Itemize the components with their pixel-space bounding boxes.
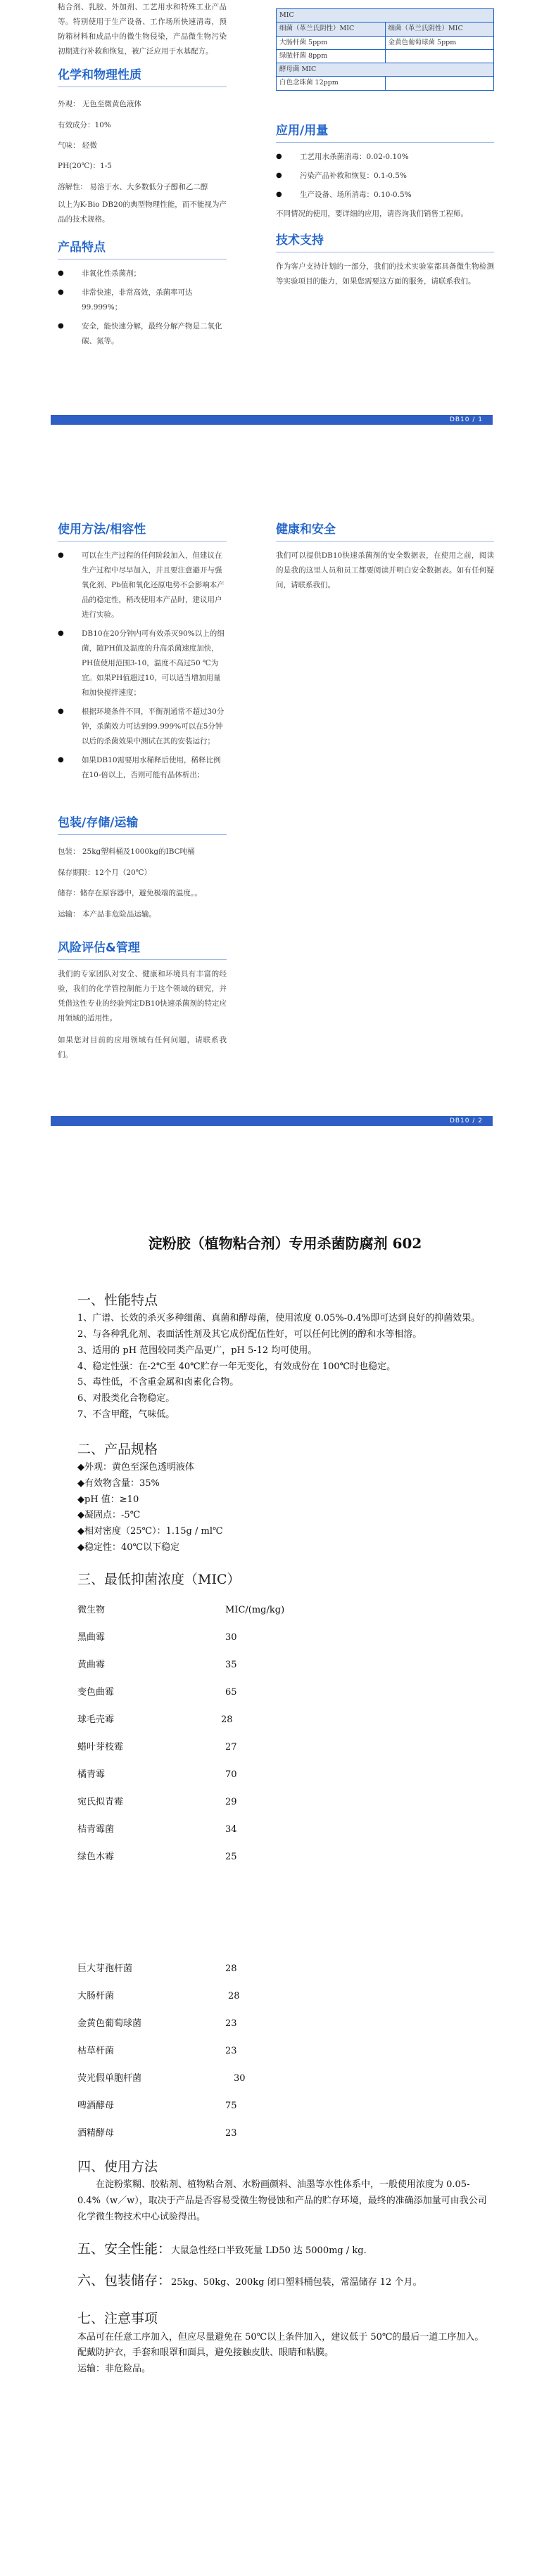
chem-section-title: 化学和物理性质 xyxy=(58,66,227,87)
feature-line: 4、稳定性强：在-2℃至 40℃贮存一年无变化，有效成份在 100℃时也稳定。 xyxy=(77,1361,396,1372)
mic-cell: 白色念珠菌 12ppm xyxy=(277,77,386,90)
tech-text: 作为客户支持计划的一部分，我们的技术实验室都具备微生物检测等实验项目的能力，如果您需要这方面的服务，请联系我们。 xyxy=(276,262,494,286)
mic-organism: 蜡叶芽枝霉 xyxy=(77,1742,124,1753)
pack-item: 储存：储存在原容器中，避免极端的温度。。 xyxy=(58,889,202,898)
chem-active: 有效成分：10% xyxy=(58,120,111,129)
mic-header-value: MIC/(mg/kg) xyxy=(225,1605,285,1616)
risk-text: 我们的专家团队对安全、健康和环境具有丰富的经验，我们的化学管控制能力于这个领域的研究，并凭借这性专业的经验判定DB10快速杀菌剂的特定应用领域的适用性。 xyxy=(58,970,227,1023)
compat-item: ● DB10在20分钟内可有效杀灭90%以上的细菌，随PH值及温度的升高杀菌速度加快，PH值使用范围3-10，温度不高过50 ℃为宜。如果PH值超过10，可以适当增加用量和加快搅拌速度； xyxy=(58,627,227,700)
safety-row xyxy=(77,2238,493,2260)
feature-line: 3、适用的 pH 范围较同类产品更广，pH 5-12 均可使用。 xyxy=(77,1345,317,1356)
section7-title: 七、注意事项 xyxy=(77,2311,158,2327)
mic-row xyxy=(77,2065,493,2093)
mic-value: 25 xyxy=(225,1852,237,1863)
compat-section-title: 使用方法/相容性 xyxy=(58,520,227,542)
mic-organism: 橘青霉 xyxy=(77,1769,106,1781)
usage-note: 不同情况的使用，要详细的应用，请咨询我们销售工程师。 xyxy=(276,209,468,218)
feature-line: 6、对股类化合物稳定。 xyxy=(77,1393,175,1404)
feature-item: ● 非氧化性杀菌剂； xyxy=(58,267,227,281)
mic-value: 27 xyxy=(225,1742,237,1753)
mic-row xyxy=(77,1816,493,1844)
mic-row xyxy=(77,1844,493,1871)
mic-cell: 细菌（革兰氏阴性）MIC xyxy=(385,23,494,36)
mic-row xyxy=(77,2120,493,2148)
mic-organism: 黑曲霉 xyxy=(77,1632,106,1643)
mic-row xyxy=(77,1679,493,1707)
feature-line: 7、不含甲醛，气味低。 xyxy=(77,1409,175,1420)
spec-line: ◆凝固点：-5℃ xyxy=(77,1510,141,1521)
mic-row xyxy=(77,2093,493,2120)
mic-table xyxy=(276,8,494,91)
mic-organism: 金黄色葡萄球菌 xyxy=(77,2018,142,2030)
mic-header-row xyxy=(77,1597,493,1625)
section2-title: 二、产品规格 xyxy=(77,1441,158,1457)
feature-line: 5、毒性低，不含重金属和卤素化合物。 xyxy=(77,1377,239,1388)
usage-item: ● 生产设备、场所消毒：0.10-0.5% xyxy=(276,188,494,203)
mic-cell xyxy=(385,49,494,63)
chem-appearance: 外观： 无色至微黄色液体 xyxy=(58,100,141,109)
risk-section-title: 风险评估&管理 xyxy=(58,939,227,960)
mic-organism: 绿色木霉 xyxy=(77,1852,115,1863)
mic-cell: 金黄色葡萄球菌 5ppm xyxy=(385,36,494,49)
table-gap xyxy=(77,1871,493,1956)
page1-left-column xyxy=(58,0,227,353)
feature-list xyxy=(58,267,227,349)
mic-value: 29 xyxy=(225,1797,237,1808)
mic-row xyxy=(77,2038,493,2065)
mic-organism: 黄曲霉 xyxy=(77,1660,106,1671)
usage-section-title: 应用/用量 xyxy=(276,122,494,143)
mic-value: 30 xyxy=(225,1632,237,1643)
mic-organism: 桔青霉菌 xyxy=(77,1824,115,1835)
mic-value: 28 xyxy=(225,1963,237,1975)
safety-value: 大鼠急性经口半致死量 LD50 达 5000mg / kg. xyxy=(171,2245,367,2256)
chem-ph: PH(20℃)：1-5 xyxy=(58,162,112,171)
page2-footer-bar xyxy=(51,1116,493,1126)
mic-value: 65 xyxy=(225,1687,237,1698)
spec-line: ◆有效物含量：35% xyxy=(77,1478,160,1489)
mic-row xyxy=(77,1789,493,1816)
pack-section-title: 包装/存储/运输 xyxy=(58,814,227,835)
mic-row xyxy=(77,2011,493,2038)
mic-organism: 变色曲霉 xyxy=(77,1687,115,1698)
pack-item: 保存期限：12个月（20℃） xyxy=(58,868,151,877)
mic-cell: 大肠杆菌 5ppm xyxy=(277,36,386,49)
usage-item: ● 污染产品补救和恢复：0.1-0.5% xyxy=(276,169,494,184)
mic-value: 23 xyxy=(225,2128,237,2139)
section4-title: 四、使用方法 xyxy=(77,2158,158,2174)
section3-title: 三、最低抑菌浓度（MIC） xyxy=(77,1571,241,1587)
feature-section-title: 产品特点 xyxy=(58,238,227,259)
spec-line: ◆pH 值：≥10 xyxy=(77,1494,139,1505)
mic-row xyxy=(77,1652,493,1679)
usage-text: 在淀粉浆糊、胶粘剂、植物粘合剂、水粉画颜料、油墨等水性体系中，一般使用浓度为 0.05-0.4%（w／w），取决于产品是否容易受微生物侵蚀和产品的贮存环境，最终的准确添加量可由我公司化学微生物技术中心试验得出。 xyxy=(77,2179,487,2222)
mic-row xyxy=(77,1762,493,1789)
safety-text: 我们可以提供DB10快速杀菌剂的安全数据表，在使用之前，阅读的是我的这里人员和员工都要阅读并明白安全数据表。如有任何疑问，请联系我们。 xyxy=(276,551,494,590)
feature-line: 2、与各种乳化剂、表面活性剂及其它成份配伍性好，可以任何比例的醇和水等相溶。 xyxy=(77,1329,422,1340)
page2-right-column xyxy=(276,520,494,593)
compat-item: ● 如果DB10需要用水稀释后使用，稀释比例在10-倍以上，否则可能有晶体析出； xyxy=(58,753,227,783)
mic-cell: 绿脓杆菌 8ppm xyxy=(277,49,386,63)
page-number: DB10 / 1 xyxy=(449,416,483,423)
mic-cell: 细菌（革兰氏阴性）MIC xyxy=(277,23,386,36)
mic-row xyxy=(77,1956,493,1983)
feature-line: 1、广谱、长效的杀灭多种细菌、真菌和酵母菌，使用浓度 0.05%-0.4%即可达到良好的抑菌效果。 xyxy=(77,1313,481,1324)
mic-value: 28 xyxy=(221,1715,233,1726)
intro-text: 粘合剂、乳胶、外加剂、工艺用水和特殊工业产品等。特别使用于生产设备、工作场所快速清毒，预防箱材料和成品中的微生物侵染，产品微生物污染初期进行补救和恢复，被广泛应用于水基配方。 xyxy=(58,3,227,56)
mic-value: 23 xyxy=(225,2018,237,2030)
caution-line: 运输：非危险品。 xyxy=(77,2364,151,2375)
mic-row xyxy=(77,1983,493,2011)
datasheet-page-2 xyxy=(0,520,556,1125)
storage-row xyxy=(77,2269,493,2293)
mic-value: 28 xyxy=(228,1991,240,2002)
spec-line: ◆相对密度（25℃）：1.15g / ml℃ xyxy=(77,1526,223,1537)
section5-title: 五、安全性能： xyxy=(77,2241,172,2257)
spec-line: ◆稳定性：40℃以下稳定 xyxy=(77,1542,180,1553)
mic-cell xyxy=(385,77,494,90)
mic-organism: 荧光假单胞杆菌 xyxy=(77,2073,142,2084)
mic-row xyxy=(77,1734,493,1762)
section1-title: 一、性能特点 xyxy=(77,1293,158,1308)
section6-title: 六、包装储存： xyxy=(77,2272,172,2288)
pack-item: 包装： 25kg塑料桶及1000kg的IBC吨桶 xyxy=(58,847,195,857)
chem-odor: 气味： 轻微 xyxy=(58,141,97,150)
product-document xyxy=(77,1232,493,2378)
mic-organism: 枯草杆菌 xyxy=(77,2046,115,2057)
mic-organism: 啤酒酵母 xyxy=(77,2101,115,2112)
mic-header-organism: 微生物 xyxy=(77,1605,106,1616)
page-number: DB10 / 2 xyxy=(449,1117,483,1124)
page1-right-column xyxy=(276,8,494,289)
mic-organism: 球毛壳霉 xyxy=(77,1715,115,1726)
spec-line: ◆外观：黄色至深色透明液体 xyxy=(77,1462,194,1473)
mic-value: 34 xyxy=(225,1824,237,1835)
tech-section-title: 技术支持 xyxy=(276,231,494,252)
compat-list xyxy=(58,549,227,783)
mic-value: 70 xyxy=(225,1769,237,1781)
feature-item: ● 安全，能快速分解，最终分解产物是二氧化碳、氮等。 xyxy=(58,319,227,349)
storage-value: 25kg、50kg、200kg 闭口塑料桶包装，常温储存 12 个月。 xyxy=(171,2276,422,2288)
caution-line: 本品可在任意工序加入，但应尽量避免在 50℃以上条件加入，建议低于 50℃的最后一道工序加入。 xyxy=(77,2331,484,2343)
compat-item: ● 可以在生产过程的任何阶段加入，但建议在生产过程中尽早加入，并且要注意避开与强氧化剂、Pb值和氧化还原电势不会影响本产品的稳定性，稍改使用本产品时，建议用户进行实验。 xyxy=(58,549,227,622)
compat-item: ● 根据环境条件不同，平衡剂通常不超过30分钟，杀菌效力可达到99.999%可以在5分钟以后的杀菌效果中测试在其的安装运行； xyxy=(58,705,227,749)
mic-organism: 大肠杆菌 xyxy=(77,1991,115,2002)
mic-value: 75 xyxy=(225,2101,237,2112)
mic-value: 30 xyxy=(234,2073,246,2084)
chem-properties xyxy=(58,94,227,198)
caution-line: 配戴防护衣，手套和眼罩和面具，避免接触皮肤、眼睛和粘膜。 xyxy=(77,2347,334,2359)
usage-item: ● 工艺用水杀菌消毒：0.02-0.10% xyxy=(276,150,494,165)
document-title: 淀粉胶（植物粘合剂）专用杀菌防腐剂 602 xyxy=(148,1235,422,1252)
safety-section-title: 健康和安全 xyxy=(276,520,494,542)
mic-row xyxy=(77,1707,493,1734)
mic-value: 23 xyxy=(225,2046,237,2057)
mic-table-header: MIC xyxy=(277,9,494,23)
usage-list xyxy=(276,150,494,203)
page2-left-column xyxy=(58,520,227,1063)
mic-organism: 巨大芽孢杆菌 xyxy=(77,1963,133,1975)
datasheet-page-1 xyxy=(0,0,556,394)
mic-row xyxy=(77,1625,493,1652)
mic-value: 35 xyxy=(225,1660,237,1671)
mic-organism: 宛氏拟青霉 xyxy=(77,1797,124,1808)
page1-footer-bar xyxy=(51,415,493,425)
mic-cell: 酵母菌 MIC xyxy=(277,63,494,77)
risk-contact-text: 如果您对目前的应用领域有任何问题，请联系我们。 xyxy=(58,1036,227,1060)
chem-solubility: 溶解性： 易溶于水、大多数低分子醇和乙二醇 xyxy=(58,182,208,191)
mic-organism: 酒精酵母 xyxy=(77,2128,115,2139)
feature-item: ● 非常快速，非常高效，杀菌率可达99.999%； xyxy=(58,286,227,315)
pack-item: 运输： 本产品非危险品运输。 xyxy=(58,909,156,918)
chem-note: 以上为K-Bio DB20的典型物理性能，而不能视为产品的技术规格。 xyxy=(58,200,227,224)
